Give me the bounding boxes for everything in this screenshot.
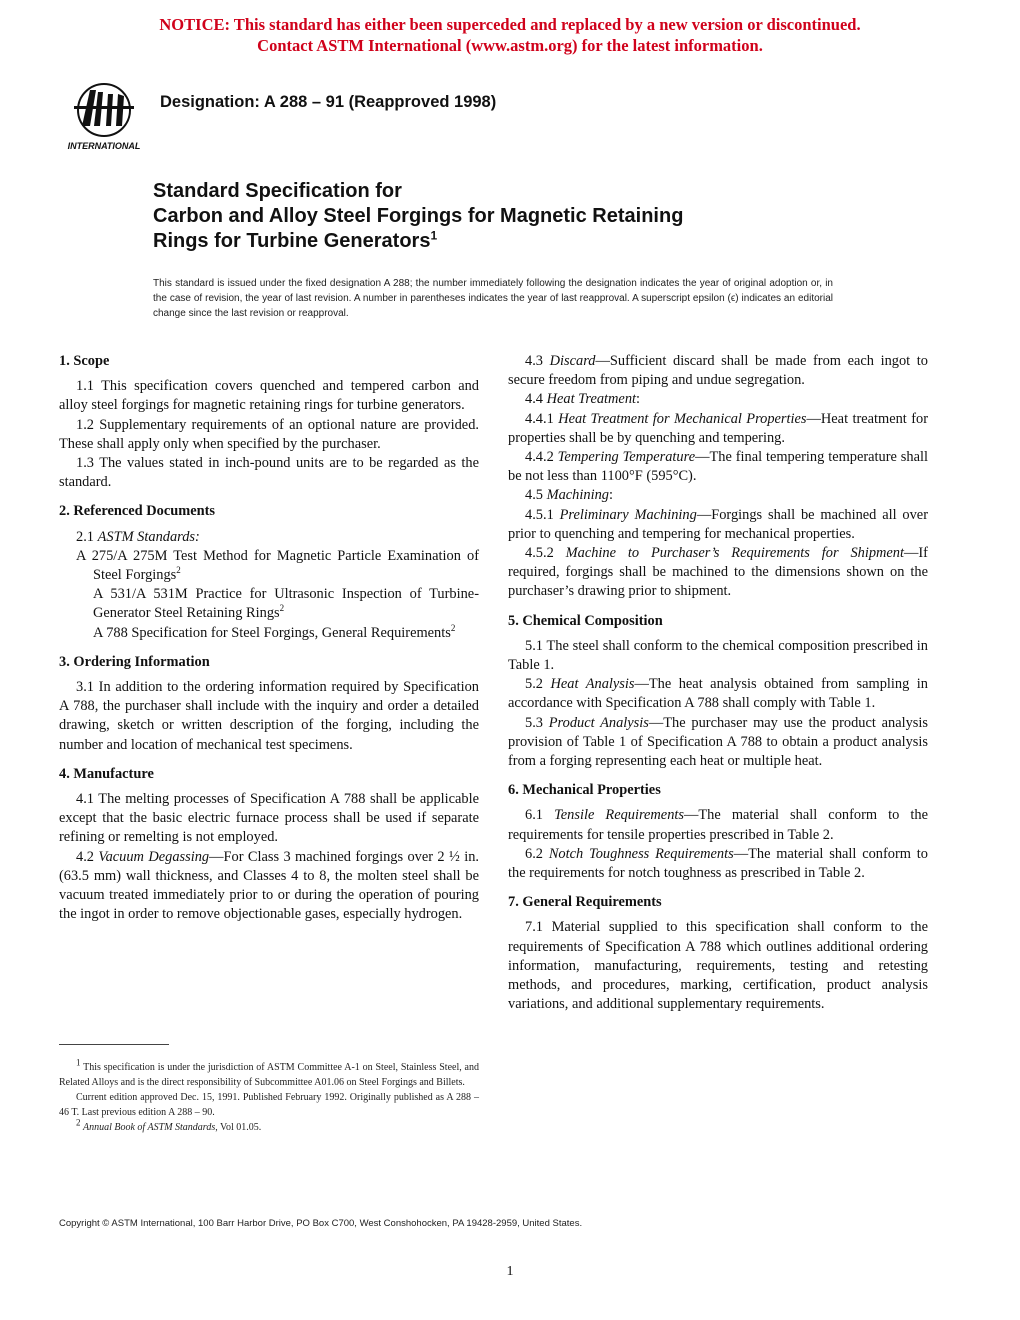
document-title xyxy=(153,179,873,254)
para-4-4-1: 4.4.1 Heat Treatment for Mechanical Properties—Heat treatment for properties shall be by quenching and tempering. xyxy=(508,410,928,446)
para-7-1: 7.1 Material supplied to this specification shall conform to the requirements of Specification A 788 which outlines additional ordering information, manufacturing, requirements, testing and retesting methods, and procedures, marking, certification, product analysis variations, and additional supplementary requirements. xyxy=(508,919,928,1013)
para-3-1: 3.1 In addition to the ordering information required by Specification A 788, the purchaser shall include with the inquiry and order a detailed drawing, sketch or written description of the forging, including the number and location of mechanical test specimens. xyxy=(59,679,479,753)
right-column xyxy=(508,352,928,1015)
section-scope-heading: 1. Scope xyxy=(59,353,110,369)
logo-text: INTERNATIONAL xyxy=(67,141,141,151)
para-4-1: 4.1 The melting processes of Specification A 788 shall be applicable except that the basic electric furnace process shall be used if separate refining or remelting is not employed. xyxy=(59,791,479,846)
para-4-4: 4.4 Heat Treatment: xyxy=(525,391,641,408)
notice-line-1: NOTICE: This standard has either been superceded and replaced by a new version or discontinued. xyxy=(159,15,861,34)
notice-line-2: Contact ASTM International (www.astm.org) for the latest information. xyxy=(257,36,763,55)
section-references-heading: 2. Referenced Documents xyxy=(59,503,215,520)
title-line-3: Rings for Turbine Generators$^1$ xyxy=(153,228,438,252)
para-1-3: 1.3 The values stated in inch-pound units are to be regarded as the standard. xyxy=(59,455,479,491)
para-1-2: 1.2 Supplementary requirements of an optional nature are provided. These shall apply only when specified by the purchaser. xyxy=(59,416,479,452)
section-mechanical-heading: 6. Mechanical Properties xyxy=(508,782,661,799)
footnote-1: $^1$ This specification is under the jurisdiction of ASTM Committee A-1 on Steel, Stainless Steel, and Related Alloys and is the direct responsibility of Subcommittee A01.06 on Steel Forgings and Billets. xyxy=(59,1057,480,1088)
discontinued-notice xyxy=(0,14,1020,56)
intro-paragraph: This standard is issued under the fixed designation A 288; the number immediately following the designation indicates the year of original adoption or, in the case of revision, the year of last revision. A number in parentheses indicates the year of last reapproval. A superscript epsilon (ϵ) indicates an editorial change since the last revision or reapproval. xyxy=(153,278,833,319)
section-chemical-heading: 5. Chemical Composition xyxy=(508,612,663,629)
reference-item: A 275/A 275M Test Method for Magnetic Particle Examination of Steel Forgings$^2$ xyxy=(76,547,479,584)
para-5-3: 5.3 Product Analysis—The purchaser may use the product analysis provision of Table 1 of Specification A 788 to obtain a product analysis from a forging representing each heat or multiple heat. xyxy=(508,714,928,770)
copyright-line: Copyright © ASTM International, 100 Barr Harbor Drive, PO Box C700, West Conshohocken, PA 19428-2959, United States. xyxy=(59,1218,583,1229)
title-line-2: Carbon and Alloy Steel Forgings for Magnetic Retaining xyxy=(153,205,684,227)
para-4-3: 4.3 Discard—Sufficient discard shall be made from each ingot to secure freedom from piping and undue segregation. xyxy=(508,353,928,389)
page-number: 1 xyxy=(506,1264,514,1279)
para-4-5-1: 4.5.1 Preliminary Machining—Forgings shall be machined all over prior to quenching and tempering for mechanical properties. xyxy=(508,506,928,542)
section-general-heading: 7. General Requirements xyxy=(508,894,662,911)
para-4-5: 4.5 Machining: xyxy=(525,487,613,504)
para-4-5-2: 4.5.2 Machine to Purchaser’s Requirements for Shipment—If required, forgings shall be machined to the dimensions shown on the purchaser’s drawing prior to shipment. xyxy=(508,545,928,600)
para-6-1: 6.1 Tensile Requirements—The material shall conform to the requirements for tensile properties prescribed in Table 2. xyxy=(508,807,928,843)
para-1-1: 1.1 This specification covers quenched and tempered carbon and alloy steel forgings for magnetic retaining rings for turbine generators. xyxy=(59,378,479,414)
para-4-4-2: 4.4.2 Tempering Temperature—The final tempering temperature shall be not less than 1100°F (595°C). xyxy=(508,449,928,485)
footnote-2: $^2$ Annual Book of ASTM Standards, Vol 01.05. xyxy=(76,1117,262,1133)
para-5-2: 5.2 Heat Analysis—The heat analysis obtained from sampling in accordance with Specification A 788 shall comply with Table 1. xyxy=(508,676,928,712)
title-footnote-mark: 1 xyxy=(430,228,438,243)
section-manufacture-heading: 4. Manufacture xyxy=(59,765,154,782)
para-4-2: 4.2 Vacuum Degassing—For Class 3 machined forgings over 2 ½ in. (63.5 mm) wall thickness, and Classes 4 to 8, the molten steel shall be vacuum treated immediately prior to or during the operation of pouring the ingot in order to remove objectionable gases, especially hydrogen. xyxy=(59,848,479,923)
title-line-1: Standard Specification for xyxy=(153,180,402,202)
footnote-1-edition: Current edition approved Dec. 15, 1991. Published February 1992. Originally published as A 288 – 46 T. Last previous edition A 288 – 90. xyxy=(59,1092,479,1118)
section-ordering-heading: 3. Ordering Information xyxy=(59,653,210,670)
footnotes xyxy=(59,1057,480,1135)
para-2-1: 2.1 ASTM Standards: xyxy=(76,528,200,545)
footnote-divider xyxy=(59,1044,169,1045)
reference-item: A 788 Specification for Steel Forgings, General Requirements$^2$ xyxy=(93,622,456,641)
left-column xyxy=(59,352,479,924)
para-5-1: 5.1 The steel shall conform to the chemical composition prescribed in Table 1. xyxy=(508,637,928,674)
reference-item: A 531/A 531M Practice for Ultrasonic Inspection of Turbine-Generator Steel Retaining Rings$^2$ xyxy=(93,586,479,622)
para-6-2: 6.2 Notch Toughness Requirements—The material shall conform to the requirements for notch toughness as prescribed in Table 2. xyxy=(508,845,928,882)
astm-logo-icon xyxy=(60,80,148,152)
designation: Designation: A 288 – 91 (Reapproved 1998) xyxy=(160,93,497,111)
